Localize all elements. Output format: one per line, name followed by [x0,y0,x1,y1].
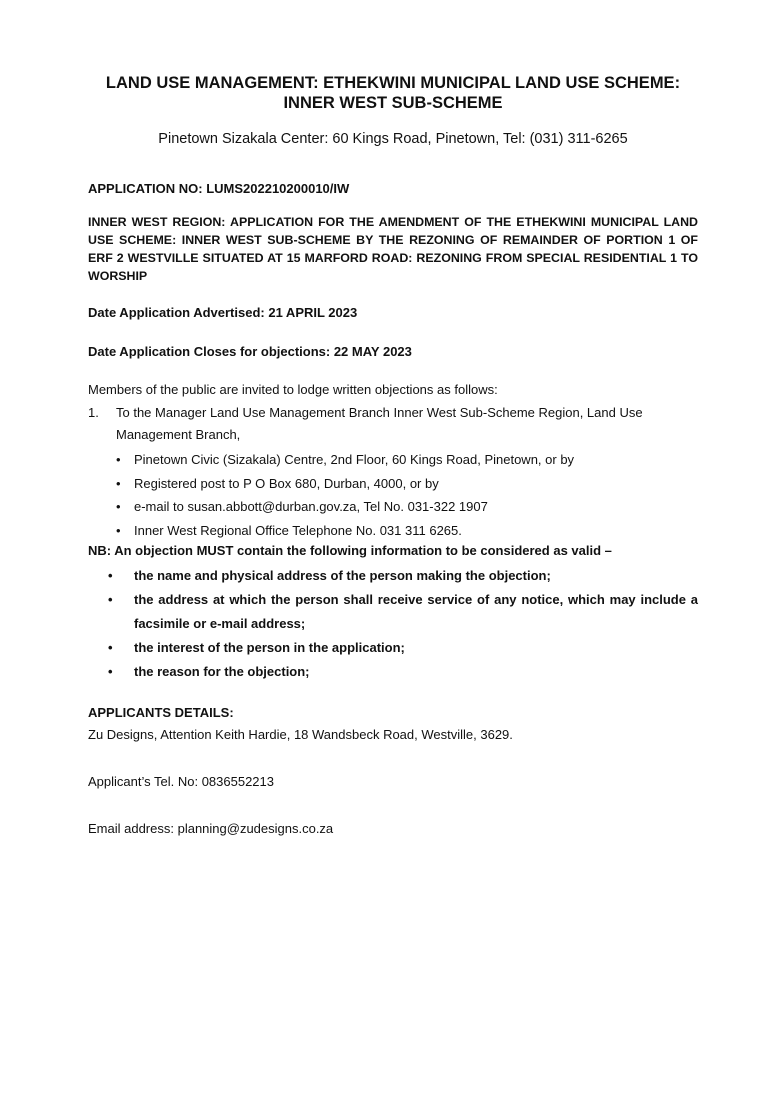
application-number: APPLICATION NO: LUMS202210200010/IW [88,181,350,196]
contact-option-post: Registered post to P O Box 680, Durban, 4000, or by [134,475,439,491]
contact-option-email: e-mail to susan.abbott@durban.gov.za, Tel No. 031-322 1907 [134,499,488,514]
list-item [116,472,698,496]
requirements-list [88,564,698,684]
date-advertised: Date Application Advertised: 21 APRIL 2023 [88,305,358,320]
applicant-email: Email address: planning@zudesigns.co.za [88,821,334,836]
nb-heading: NB: An objection MUST contain the following information to be considered as valid – [88,543,612,558]
contact-options-list [88,448,698,542]
list-item [108,564,698,588]
requirement-interest: the interest of the person in the application; [134,640,405,655]
contact-option-civic-centre: Pinetown Civic (Sizakala) Centre, 2nd Floor, 60 Kings Road, Pinetown, or by [134,452,575,467]
applicant-details: Zu Designs, Attention Keith Hardie, 18 Wandsbeck Road, Westville, 3629. [88,727,513,742]
bullet-icon: • [116,499,121,514]
requirement-reason: the reason for the objection; [134,664,310,679]
bullet-icon: • [116,522,121,538]
bullet-icon: • [108,640,113,655]
contact-option-phone: Inner West Regional Office Telephone No. 031 311 6265. [134,522,462,538]
bullet-icon: • [108,592,113,607]
item-number: 1. [88,405,99,420]
document-page [0,73,770,1097]
date-closes: Date Application Closes for objections: 22 MAY 2023 [88,344,412,359]
applicants-heading: APPLICANTS DETAILS: [88,705,234,720]
objections-intro: Members of the public are invited to lodge written objections as follows: [88,382,498,397]
contact-line: Pinetown Sizakala Center: 60 Kings Road, Pinetown, Tel: (031) 311-6265 [158,131,628,147]
list-item [108,660,698,684]
bullet-icon: • [108,664,113,679]
list-item [116,519,698,543]
list-item [116,448,698,472]
requirement-service-address: the address at which the person shall receive service of any notice, which may include a facsimile or e-mail address; [134,592,698,631]
list-item [108,588,698,636]
bullet-icon: • [116,475,121,491]
numbered-item [88,402,698,446]
applicant-telephone: Applicant’s Tel. No: 0836552213 [88,774,274,789]
list-item [108,636,698,660]
bullet-icon: • [116,452,121,467]
item-text: To the Manager Land Use Management Branch Inner West Sub-Scheme Region, Land Use Management Branch, [116,405,643,442]
list-item [116,495,698,519]
page-title: LAND USE MANAGEMENT: ETHEKWINI MUNICIPAL LAND USE SCHEME: INNER WEST SUB-SCHEME [105,74,681,112]
bullet-icon: • [108,568,113,583]
requirement-name-address: the name and physical address of the person making the objection; [134,568,551,583]
application-description: INNER WEST REGION: APPLICATION FOR THE AMENDMENT OF THE ETHEKWINI MUNICIPAL LAND USE SCHEME: INNER WEST SUB-SCHEME BY THE REZONING OF REMAINDER OF PORTION 1 OF ERF 2 WESTVILLE SITUATED AT 15 MARFORD ROAD: REZONING FROM SPECIAL RESIDENTIAL 1 TO WORSHIP [88,215,698,283]
